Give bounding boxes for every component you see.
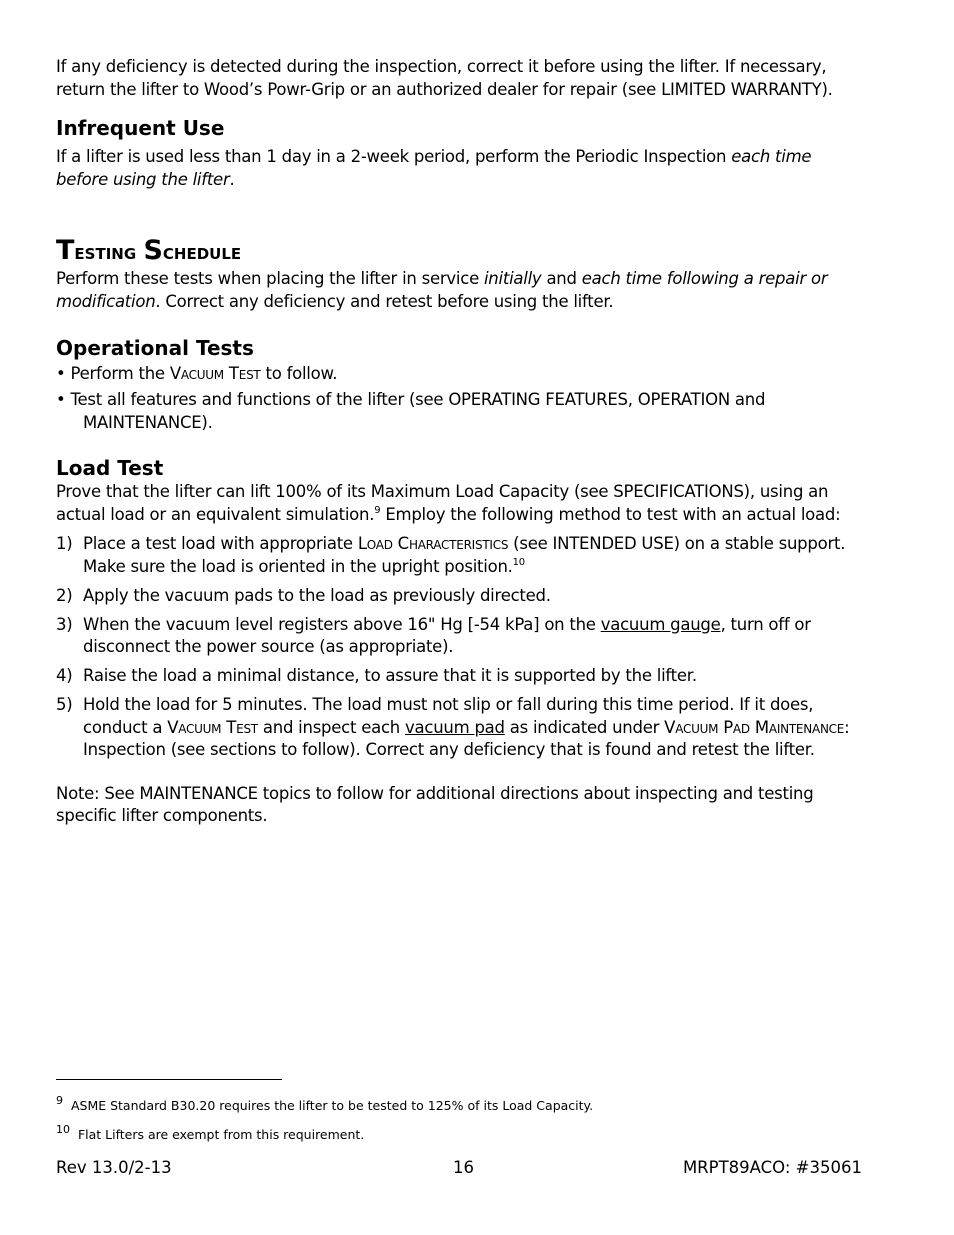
bullet-text: to follow.: [260, 364, 338, 383]
step-text: (see INTENDED USE) on a stable support. Make sure the load is oriented in the upright position.: [83, 534, 846, 576]
step-number: 3): [56, 614, 73, 634]
list-item: [56, 665, 866, 688]
vacuum-gauge-ref: vacuum gauge: [600, 614, 721, 634]
step-number: 4): [56, 666, 73, 685]
step-number: 2): [56, 585, 73, 605]
bullet-smallcaps: Vacuum Test: [169, 364, 261, 383]
testing-italic: each time following a repair or modification: [56, 269, 828, 311]
testing-italic: initially: [483, 269, 542, 288]
list-item: [56, 585, 866, 608]
step-text: Raise the load a minimal distance, to assure that it is supported by the lifter.: [83, 666, 697, 685]
bullet-item: [56, 388, 866, 434]
footer-document-id: MRPT89ACO: #35061: [682, 1158, 862, 1177]
step-number: 5): [56, 695, 73, 714]
footnote-10: [56, 1123, 365, 1143]
list-item: [56, 533, 866, 578]
list-item: [56, 694, 866, 762]
step-text: as indicated under: [504, 717, 665, 737]
footnote-text: Flat Lifters are exempt from this requirement.: [77, 1127, 365, 1142]
bullet-icon: •: [56, 364, 66, 383]
step-text: , turn off or disconnect the power source (as appropriate).: [83, 614, 811, 656]
load-test-intro: [56, 481, 866, 526]
step-text: : Inspection (see sections to follow). Correct any deficiency that is found and retest the lifter.: [83, 717, 850, 759]
heading-testing-schedule: [56, 235, 866, 268]
footnote-ref: 10: [512, 556, 525, 568]
step-text: Hold the load for 5 minutes. The load must not slip or fall during this time period. If it does, conduct a: [83, 695, 814, 737]
footer-page-number: 16: [453, 1158, 474, 1177]
step-text: When the vacuum level registers above 16" Hg [-54 kPa] on the: [83, 614, 601, 634]
title-cap: S: [143, 235, 163, 266]
footer-revision: Rev 13.0/2-13: [56, 1158, 172, 1177]
load-test-text: Prove that the lifter can lift 100% of its Maximum Load Capacity (see SPECIFICATIONS), using an actual load or an equivalent simulation.: [56, 482, 829, 524]
page-body: [56, 56, 866, 828]
infrequent-use-paragraph: [56, 146, 866, 191]
infrequent-text: If a lifter is used less than 1 day in a 2-week period, perform the Periodic Inspection: [56, 147, 732, 166]
list-item: [56, 614, 866, 659]
footnote-text: ASME Standard B30.20 requires the lifter to be tested to 125% of its Load Capacity.: [70, 1098, 594, 1113]
infrequent-text-end: .: [229, 169, 235, 189]
note-paragraph: Note: See MAINTENANCE topics to follow for additional directions about inspecting and testing specific lifter components.: [56, 783, 814, 825]
step-text: Place a test load with appropriate: [83, 534, 358, 553]
load-test-text: Employ the following method to test with an actual load:: [380, 504, 841, 524]
infrequent-italic: each time before using the lifter: [56, 147, 812, 189]
footnote-divider: [56, 1079, 282, 1080]
testing-text: . Correct any deficiency and retest before using the lifter.: [155, 291, 614, 311]
step-text: Apply the vacuum pads to the load as previously directed.: [83, 585, 551, 605]
heading-operational-tests: Operational Tests: [56, 336, 254, 360]
testing-intro-paragraph: [56, 268, 866, 313]
step-text: and inspect each: [257, 717, 406, 737]
bullet-text: Perform the: [65, 364, 170, 383]
bullet-item: [56, 362, 866, 385]
bullet-icon: •: [56, 390, 66, 409]
footnote-number: 9: [56, 1094, 63, 1107]
load-test-steps: [56, 533, 866, 762]
footnote-number: 10: [56, 1123, 70, 1136]
title-rest: chedule: [162, 240, 242, 264]
title-cap: T: [56, 235, 75, 266]
testing-text: Perform these tests when placing the lifter in service: [56, 269, 484, 288]
bullet-text: Test all features and functions of the lifter (see OPERATING FEATURES, OPERATION and MAINTENANCE).: [65, 390, 766, 432]
heading-load-test: Load Test: [56, 456, 164, 480]
step-smallcaps: Load Characteristics: [357, 534, 509, 553]
heading-infrequent-use: Infrequent Use: [56, 116, 225, 140]
vacuum-pad-ref: vacuum pad: [405, 717, 505, 737]
title-rest: esting: [74, 240, 144, 264]
testing-text: and: [541, 269, 582, 288]
step-smallcaps: Vacuum Test: [167, 717, 258, 737]
intro-paragraph: If any deficiency is detected during the inspection, correct it before using the lifter. If necessary, return the lifter to Wood’s Powr-Grip or an authorized dealer for repair (see LIMITED WARRANTY).: [56, 57, 833, 99]
footnote-9: [56, 1094, 594, 1114]
footnote-ref: 9: [374, 504, 381, 516]
step-number: 1): [56, 534, 73, 553]
step-smallcaps: Vacuum Pad Maintenance: [664, 717, 845, 737]
